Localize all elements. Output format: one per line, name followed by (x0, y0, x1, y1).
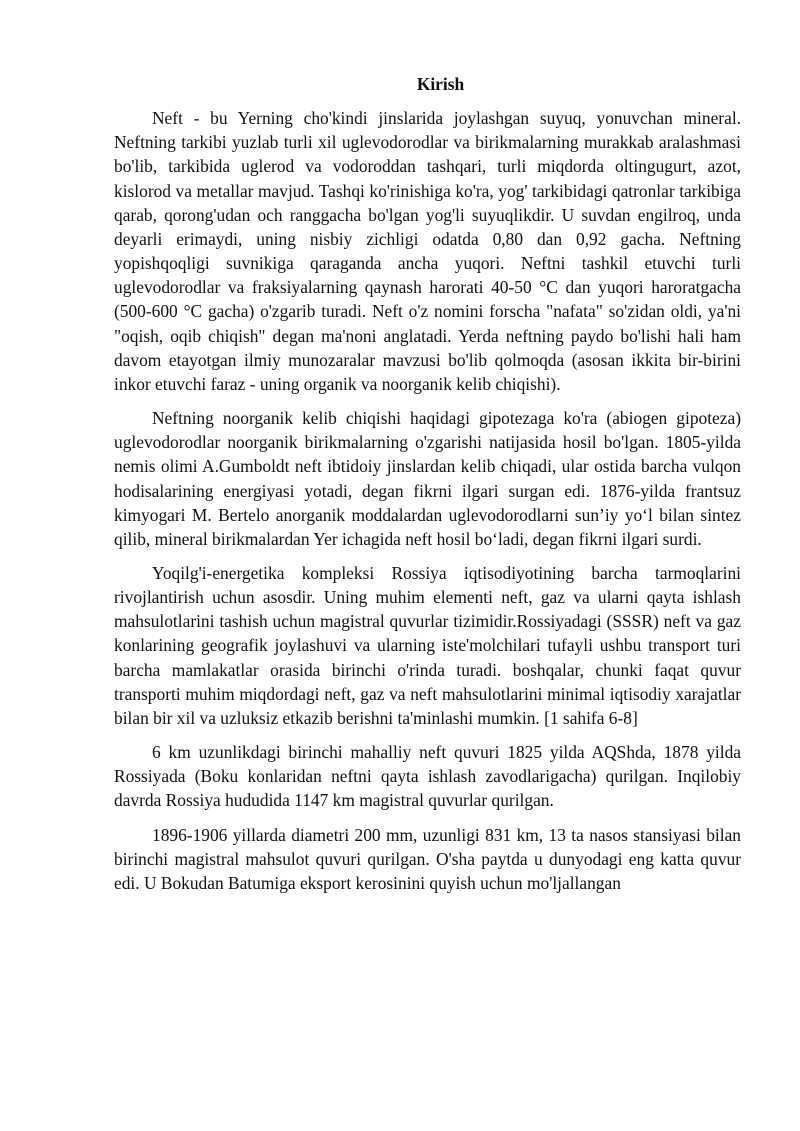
paragraph-product-pipeline: 1896-1906 yillarda diametri 200 mm, uzunligi 831 km, 13 ta nasos stansiyasi bilan birinchi magistral mahsulot quvuri qurilgan. O'sha paytda u dunyodagi eng katta quvur edi. U Bokudan Batumiga eksport kerosinini quyish uchun mo'ljallangan (114, 824, 741, 893)
paragraph-first-pipeline: 6 km uzunlikdagi birinchi mahalliy neft quvuri 1825 yilda AQShda, 1878 yilda Rossiyada (Boku konlaridan neftni qayta ishlash zavodlarigacha) qurilgan. Inqilobiy davrda Rossiya hududida 1147 km magistral quvurlar qurilgan. (114, 742, 741, 811)
document-title: Kirish (416, 74, 465, 94)
paragraph-intro: Neft - bu Yerning cho'kindi jinslarida joylashgan suyuq, yonuvchan mineral. Neftning tarkibi yuzlab turli xil uglevodorodlar va birikmalarning murakkab aralashmasi bo'lib, tarkibida uglerod va vodoroddan tashqari, turli miqdorda oltingugurt, azot, kislorod va metallar mavjud. Tashqi ko'rinishiga ko'ra, yog' tarkibidagi qatronlar tarkibiga qarab, qorong'udan och ranggacha bo'lgan yog'li suyuqlikdir. U suvdan engilroq, unda deyarli erimaydi, uning nisbiy zichligi odatda 0,80 dan 0,92 gacha. Neftning yopishqoqligi suvnikiga qaraganda ancha yuqori. Neftni tashkil etuvchi turli uglevodorodlar va fraksiyalarning qaynash harorati 40-50 °C dan yuqori haroratgacha (500-600 °C gacha) o'zgarib turadi. Neft o'z nomini forscha "nafata" so'zidan oldi, ya'ni "oqish, oqib chiqish" degan ma'noni anglatadi. Yerda neftning paydo bo'lishi hali ham davom etayotgan ilmiy munozaralar mavzusi bo'lib qolmoqda (asosan ikkita bir-birini inkor etuvchi faraz - uning organik va noorganik kelib chiqishi). (114, 108, 741, 394)
document-page (114, 72, 741, 905)
paragraph-abiogenic: Neftning noorganik kelib chiqishi haqidagi gipotezaga ko'ra (abiogen gipoteza) uglevodorodlar noorganik birikmalarning o'zgarishi natijasida hosil bo'lgan. 1805-yilda nemis olimi A.Gumboldt neft ibtidoiy jinslardan kelib chiqadi, ular ostida barcha vulqon hodisalarining energiyasi yotadi, degan fikrni ilgari surgan edi. 1876-yilda frantsuz kimyogari M. Bertelo anorganik moddalardan uglevodorodlarni sun’iy yo‘l bilan sintez qilib, mineral birikmalardan Yer ichagida neft hosil bo‘ladi, degan fikrni ilgari surdi. (114, 408, 741, 549)
paragraph-energy-complex: Yoqilg'i-energetika kompleksi Rossiya iqtisodiyotining barcha tarmoqlarini rivojlantirish uchun asosdir. Uning muhim elementi neft, gaz va ularni qayta ishlash mahsulotlarini tashish uchun magistral quvurlar tizimidir.Rossiyadagi (SSSR) neft va gaz konlarining geografik joylashuvi va ularning iste'molchilari tufayli ushbu transport turi barcha mamlakatlar orasida birinchi o'rinda turadi. boshqalar, chunki faqat quvur transporti muhim miqdordagi neft, gaz va neft mahsulotlarini minimal iqtisodiy xarajatlar bilan bir xil va uzluksiz etkazib berishni ta'minlashi mumkin. [1 sahifa 6-8] (114, 562, 741, 728)
